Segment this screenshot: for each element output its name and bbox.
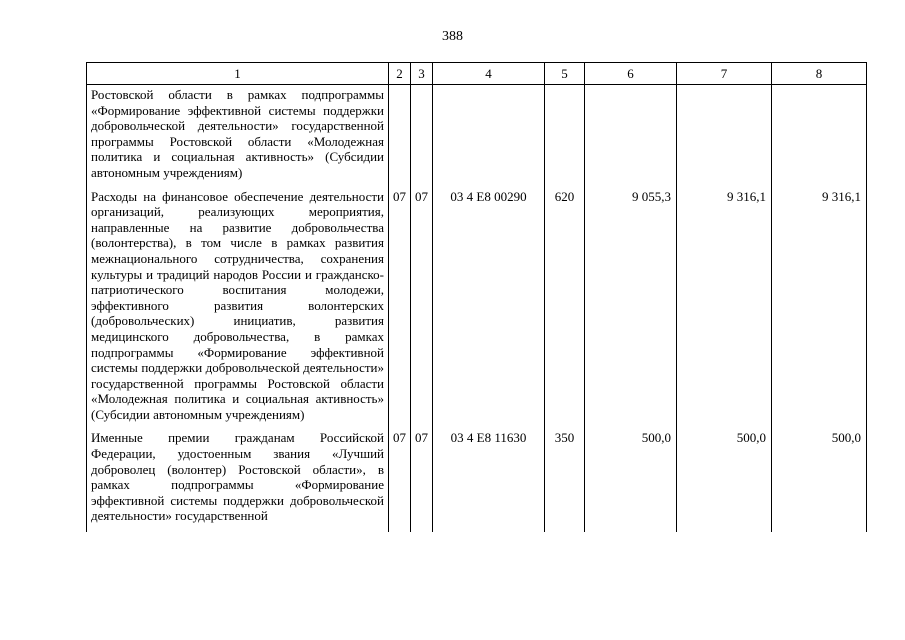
row-amount-col6: 9 055,3: [585, 189, 677, 431]
row-description: Расходы на финансовое обеспечение деятельности организаций, реализующих мероприятия, направленные на развитие добровольчества (волонтерства), в том числе в рамках развития межнационального сотрудничества, сохранения культуры и традиций народов России и гражданско-патриотического воспитания молодежи, эффективного развития волонтерских (добровольческих) инициатив, развития медицинского добровольчества, в рамках подпрограммы «Формирование эффективной системы поддержки добровольческой деятельности» государственной программы Ростовской области «Молодежная политика и социальная активность» (Субсидии автономным учреждениям): [87, 189, 389, 431]
row-expense-type: [545, 85, 585, 189]
row-amount-col6: 500,0: [585, 430, 677, 532]
column-header-4: 4: [433, 63, 545, 85]
table-row: [87, 189, 867, 431]
column-header-3: 3: [411, 63, 433, 85]
column-header-2: 2: [389, 63, 411, 85]
row-description: Ростовской области в рамках подпрограммы «Формирование эффективной системы поддержки добровольческой деятельности» государственной программы Ростовской области «Молодежная политика и социальная активность» (Субсидии автономным учреждениям): [87, 85, 389, 189]
row-amount-col7: 9 316,1: [677, 189, 772, 431]
row-amount-col8: [772, 85, 867, 189]
header-row: [87, 63, 867, 85]
table-body: [87, 85, 867, 533]
row-amount-col8: 500,0: [772, 430, 867, 532]
column-header-7: 7: [677, 63, 772, 85]
row-target-article: [433, 85, 545, 189]
row-subsection: [411, 85, 433, 189]
row-target-article: 03 4 E8 00290: [433, 189, 545, 431]
column-header-1: 1: [87, 63, 389, 85]
row-section: 07: [389, 430, 411, 532]
budget-table: [86, 62, 867, 532]
table-row: [87, 85, 867, 189]
row-amount-col6: [585, 85, 677, 189]
row-description: Именные премии гражданам Российской Федерации, удостоенным звания «Лучший доброволец (волонтер) Ростовской области», в рамках подпрограммы «Формирование эффективной системы поддержки добровольческой деятельности» государственной: [87, 430, 389, 532]
row-expense-type: 350: [545, 430, 585, 532]
row-target-article: 03 4 E8 11630: [433, 430, 545, 532]
column-header-8: 8: [772, 63, 867, 85]
row-amount-col8: 9 316,1: [772, 189, 867, 431]
row-section: [389, 85, 411, 189]
row-subsection: 07: [411, 430, 433, 532]
column-header-6: 6: [585, 63, 677, 85]
row-section: 07: [389, 189, 411, 431]
row-subsection: 07: [411, 189, 433, 431]
table-row: [87, 430, 867, 532]
column-header-5: 5: [545, 63, 585, 85]
page-number: 388: [442, 29, 463, 44]
row-amount-col7: [677, 85, 772, 189]
row-expense-type: 620: [545, 189, 585, 431]
row-amount-col7: 500,0: [677, 430, 772, 532]
table-header: [87, 63, 867, 85]
